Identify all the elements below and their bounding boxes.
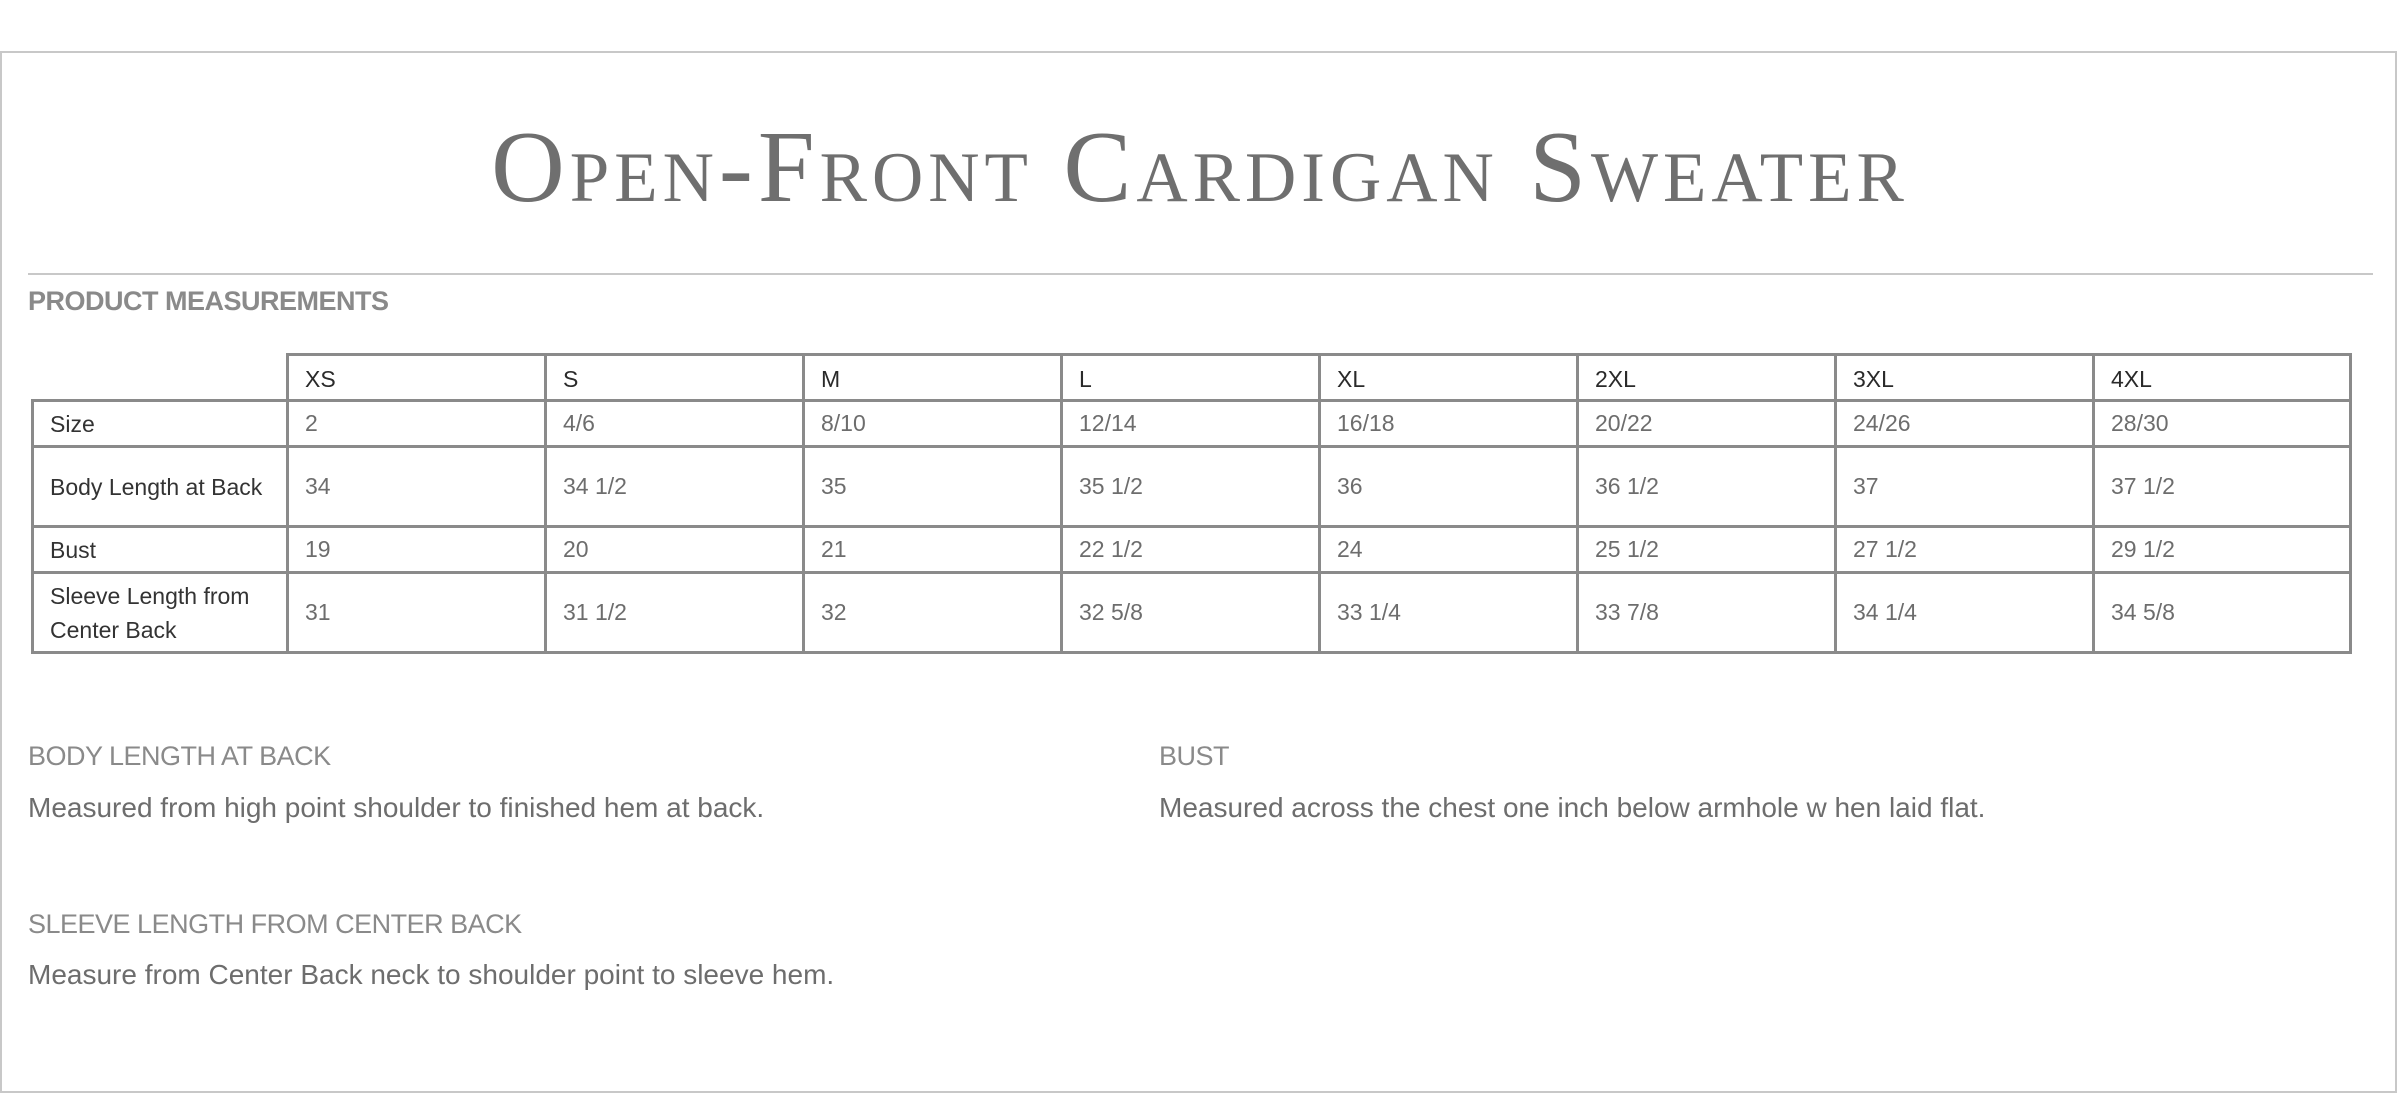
table-cell: 4/6	[546, 401, 804, 447]
table-cell: 8/10	[804, 401, 1062, 447]
measurements-table	[31, 353, 2352, 654]
table-cell: 31 1/2	[546, 573, 804, 653]
column-header: 2XL	[1578, 355, 1836, 401]
table-cell: 25 1/2	[1578, 527, 1836, 573]
title-divider	[28, 273, 2373, 275]
table-cell: 32	[804, 573, 1062, 653]
body-length-description: Measured from high point shoulder to finished hem at back.	[28, 792, 765, 823]
table-cell: 22 1/2	[1062, 527, 1320, 573]
table-cell: 34	[288, 447, 546, 527]
table-cell: 20/22	[1578, 401, 1836, 447]
column-header: S	[546, 355, 804, 401]
table-cell: 21	[804, 527, 1062, 573]
table-cell: 33 7/8	[1578, 573, 1836, 653]
body-length-title: BODY LENGTH AT BACK	[28, 741, 331, 771]
column-header: XL	[1320, 355, 1578, 401]
column-header: M	[804, 355, 1062, 401]
table-cell: 35 1/2	[1062, 447, 1320, 527]
table-cell: 35	[804, 447, 1062, 527]
table-cell: 24/26	[1836, 401, 2094, 447]
table-cell: 27 1/2	[1836, 527, 2094, 573]
table-row	[33, 573, 2351, 653]
table-cell: 34 1/2	[546, 447, 804, 527]
table-cell: 2	[288, 401, 546, 447]
table-header-row	[33, 355, 2351, 401]
table-cell: 31	[288, 573, 546, 653]
sleeve-length-description: Measure from Center Back neck to shoulder point to sleeve hem.	[28, 959, 835, 990]
table-cell: 16/18	[1320, 401, 1578, 447]
table-row	[33, 447, 2351, 527]
sleeve-length-title: SLEEVE LENGTH FROM CENTER BACK	[28, 909, 522, 939]
row-label: Size	[33, 401, 288, 447]
table-cell: 37	[1836, 447, 2094, 527]
table-cell: 33 1/4	[1320, 573, 1578, 653]
row-label: Sleeve Length from Center Back	[33, 573, 288, 653]
section-heading: PRODUCT MEASUREMENTS	[28, 286, 389, 316]
row-label: Body Length at Back	[33, 447, 288, 527]
bust-title: BUST	[1159, 741, 1230, 771]
table-cell: 20	[546, 527, 804, 573]
table-cell: 28/30	[2094, 401, 2351, 447]
table-cell: 34 5/8	[2094, 573, 2351, 653]
table-cell: 36	[1320, 447, 1578, 527]
table-cell: 29 1/2	[2094, 527, 2351, 573]
table-cell: 36 1/2	[1578, 447, 1836, 527]
table-corner-cell	[33, 355, 288, 401]
table-row	[33, 401, 2351, 447]
column-header: XS	[288, 355, 546, 401]
column-header: 3XL	[1836, 355, 2094, 401]
column-header: 4XL	[2094, 355, 2351, 401]
bust-description: Measured across the chest one inch below armhole w hen laid flat.	[1159, 792, 1986, 823]
table-cell: 12/14	[1062, 401, 1320, 447]
row-label: Bust	[33, 527, 288, 573]
table-cell: 34 1/4	[1836, 573, 2094, 653]
table-cell: 37 1/2	[2094, 447, 2351, 527]
page-title: Open-Front Cardigan Sweater	[491, 111, 1909, 224]
table-cell: 24	[1320, 527, 1578, 573]
column-header: L	[1062, 355, 1320, 401]
table-cell: 32 5/8	[1062, 573, 1320, 653]
table-cell: 19	[288, 527, 546, 573]
table-row	[33, 527, 2351, 573]
